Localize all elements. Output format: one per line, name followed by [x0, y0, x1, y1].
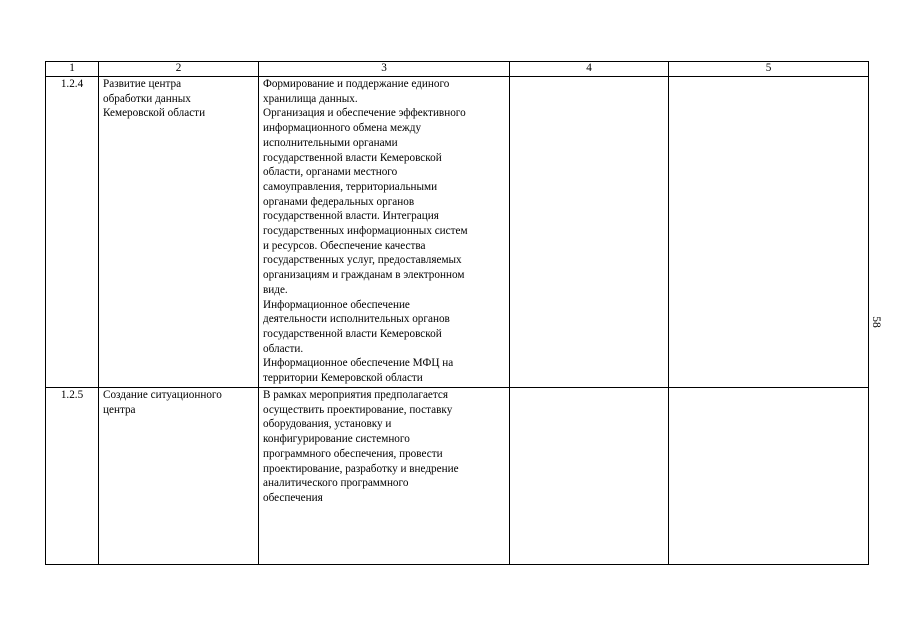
header-col-3: 3 — [259, 62, 510, 77]
row-col-5 — [669, 388, 869, 565]
row-description-line: государственных услуг, предоставляемых — [263, 254, 462, 267]
row-title — [99, 388, 259, 565]
row-description-line: обеспечения — [263, 491, 323, 504]
row-description-line: территории Кемеровской области — [263, 372, 423, 385]
row-description-line: виде. — [263, 283, 288, 296]
header-col-1: 1 — [46, 62, 99, 77]
row-col-4 — [510, 388, 669, 565]
row-col-5 — [669, 77, 869, 388]
row-title — [99, 77, 259, 388]
row-title-line: центра — [103, 403, 136, 416]
row-description-line: Информационное обеспечение — [263, 298, 410, 311]
row-description-line: деятельности исполнительных органов — [263, 313, 450, 326]
row-description — [259, 388, 510, 565]
row-title-line: обработки данных — [103, 92, 191, 105]
page-number: 58 — [870, 316, 882, 328]
row-description-line: области, органами местного — [263, 166, 398, 179]
row-description-line: самоуправления, территориальными — [263, 180, 438, 193]
row-description-line: Формирование и поддержание единого — [263, 78, 450, 90]
row-description-line: конфигурирование системного — [263, 433, 410, 446]
table-header-row — [46, 62, 869, 77]
row-description-line: проектирование, разработку и внедрение — [263, 462, 459, 475]
row-description-line: государственных информационных систем — [263, 225, 468, 238]
row-title-line: Кемеровской области — [103, 107, 206, 120]
row-description-line: государственной власти Кемеровской — [263, 151, 442, 164]
row-description-line: В рамках мероприятия предполагается — [263, 389, 449, 401]
row-description-line: исполнительными органами — [263, 136, 398, 149]
row-number: 1.2.5 — [46, 388, 99, 565]
row-description — [259, 77, 510, 388]
row-description-line: программного обеспечения, провести — [263, 447, 443, 460]
table-row — [46, 388, 869, 565]
row-description-line: осуществить проектирование, поставку — [263, 403, 453, 416]
header-col-5: 5 — [669, 62, 869, 77]
row-description-line: области. — [263, 342, 304, 355]
header-col-2: 2 — [99, 62, 259, 77]
row-title-line: Создание ситуационного — [103, 389, 222, 401]
row-description-line: Информационное обеспечение МФЦ на — [263, 357, 454, 370]
row-description-line: оборудования, установку и — [263, 418, 392, 431]
row-description-line: аналитического программного — [263, 477, 409, 490]
row-description-line: организациям и гражданам в электронном — [263, 269, 465, 282]
row-description-line: и ресурсов. Обеспечение качества — [263, 239, 426, 252]
header-col-4: 4 — [510, 62, 669, 77]
row-description-line: информационного обмена между — [263, 122, 422, 135]
row-col-4 — [510, 77, 669, 388]
row-description-line: государственной власти. Интеграция — [263, 210, 439, 223]
row-description-line: органами федеральных органов — [263, 195, 415, 208]
row-title-line: Развитие центра — [103, 78, 182, 90]
row-description-line: государственной власти Кемеровской — [263, 327, 442, 340]
row-description-line: хранилища данных. — [263, 92, 358, 105]
measures-table — [45, 61, 869, 565]
table-row — [46, 77, 869, 388]
row-number: 1.2.4 — [46, 77, 99, 388]
row-description-line: Организация и обеспечение эффективного — [263, 107, 466, 120]
